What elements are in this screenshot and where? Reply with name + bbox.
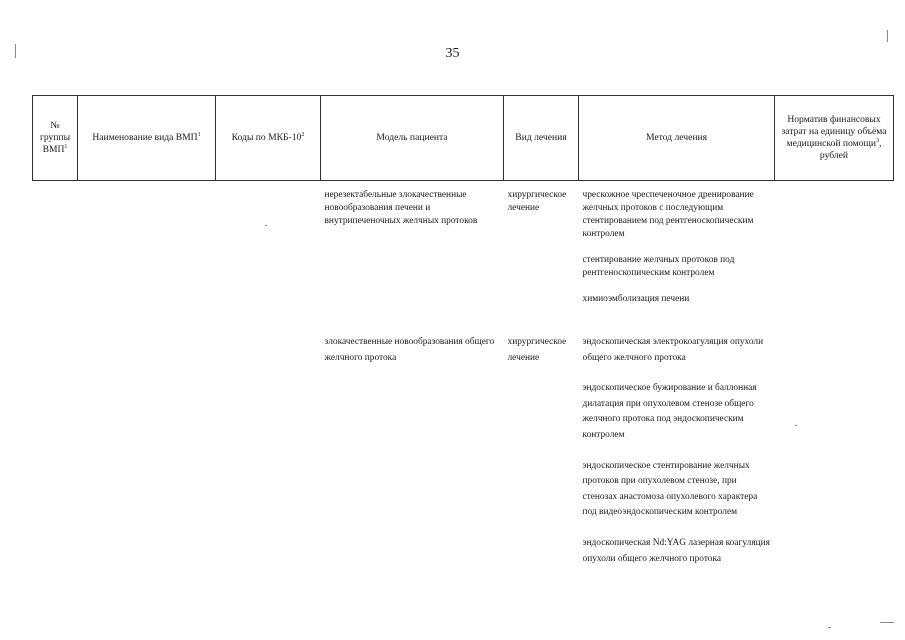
method-item: чрескожное чреспеченочное дренирование желчных протоков с последующим стентированием под рентгеноскопическим контролем (582, 190, 754, 239)
page-number: 35 (445, 46, 460, 61)
scan-speck (795, 425, 797, 426)
cell-treatment-methods (579, 319, 775, 582)
method-item: эндоскопическая Nd:YAG лазерная коагуляция опухоли общего желчного протока (582, 537, 770, 564)
cell-cost-norm (775, 181, 894, 320)
cell-group-no (33, 319, 78, 582)
header-vmp-name: Наименование вида ВМП$^1$ (78, 96, 216, 181)
cell-patient-model: злокачественные новообразования общего желчного протока (324, 337, 495, 363)
header-treatment-type: Вид лечения (504, 96, 579, 181)
header-cost-norm: Норматив финансовых затрат на единицу объёма медицинской помощи$^3$, рублей (775, 96, 894, 181)
method-item: эндоскопическое бужирование и баллонная дилатация при опухолевом стенозе общего желчного протока под эндоскопическим контролем (582, 383, 757, 440)
cell-cost-norm (775, 319, 894, 582)
cell-treatment-methods (579, 181, 775, 320)
scan-speck (265, 225, 267, 226)
scan-speck (15, 44, 16, 58)
table-row (33, 181, 894, 320)
cell-treatment-type: хирургическое лечение (507, 190, 567, 213)
header-group-no: № группы ВМП$^1$ (33, 96, 78, 181)
cell-group-no (33, 181, 78, 320)
cell-vmp-name (78, 319, 216, 582)
cell-icd-codes (216, 319, 321, 582)
cell-patient-model: нерезектабельные злокачественные новообразования печени и внутрипеченочных желчных протоков (324, 190, 478, 226)
table-row (33, 319, 894, 582)
table-header-row (33, 96, 894, 181)
cell-vmp-name (78, 181, 216, 320)
header-icd-codes: Коды по МКБ-$10^2$ (216, 96, 321, 181)
cell-icd-codes (216, 181, 321, 320)
scan-speck (887, 30, 888, 42)
method-item: эндоскопическая электрокоагуляция опухоли общего желчного протока (582, 337, 764, 363)
scan-speck (828, 627, 831, 628)
header-patient-model: Модель пациента (321, 96, 504, 181)
method-item: стентирование желчных протоков под рентгеноскопическим контролем (582, 255, 735, 278)
scan-speck (880, 622, 894, 623)
header-treatment-method: Метод лечения (579, 96, 775, 181)
cell-treatment-type: хирургическое лечение (507, 337, 567, 363)
method-item: эндоскопическое стентирование желчных протоков при опухолевом стенозе, при стенозах анастомоза опухолевого характера под видеоэндоскопическим контролем (582, 460, 758, 518)
method-item: химиоэмболизация печени (582, 294, 690, 304)
treatment-table (32, 95, 894, 582)
